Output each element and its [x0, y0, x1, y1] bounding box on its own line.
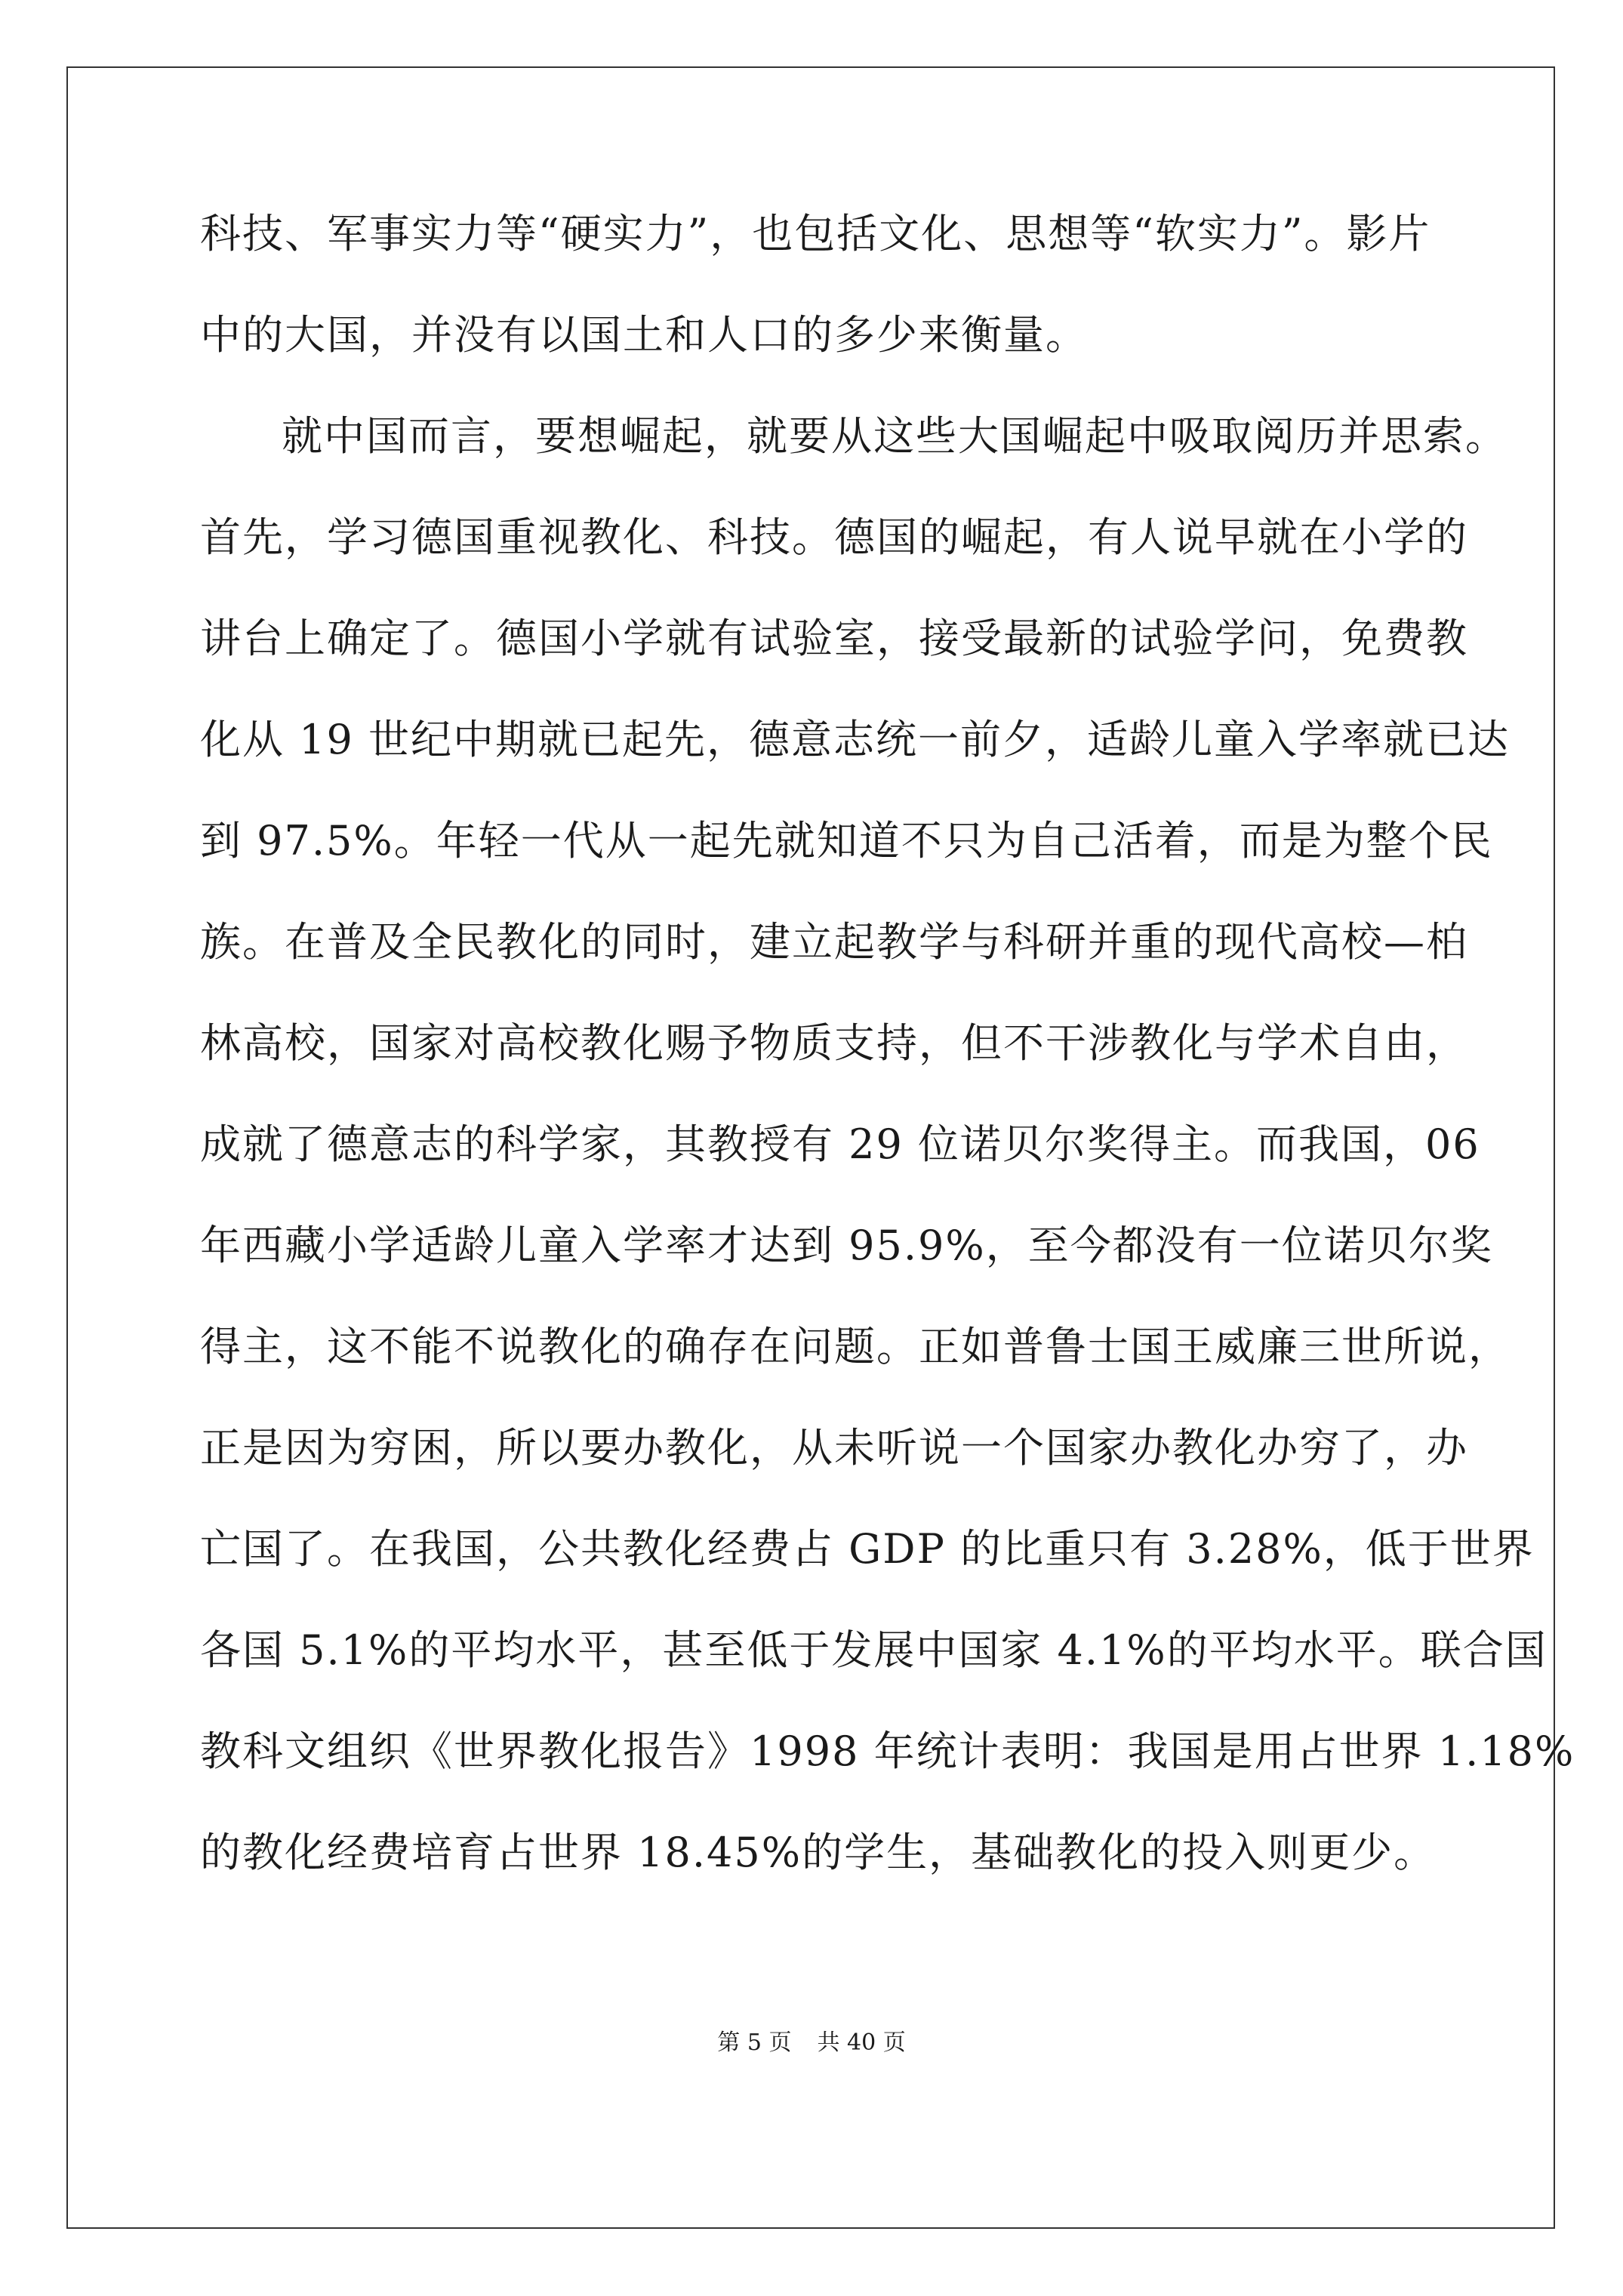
text-line: 到 97.5%。年轻一代从一起先就知道不只为自己活着，而是为整个民: [200, 817, 1493, 864]
page-number: 第 5 页: [717, 2029, 792, 2056]
text-line: 科技、军事实力等“硬实力”，也包括文化、思想等“软实力”。影片: [200, 210, 1431, 257]
text-line: 族。在普及全民教化的同时，建立起教学与科研并重的现代高校—柏: [200, 918, 1468, 966]
text-line: 林高校，国家对高校教化赐予物质支持，但不干涉教化与学术自由，: [200, 1019, 1468, 1067]
page-footer: [0, 2029, 1623, 2057]
total-pages: 共 40 页: [817, 2029, 906, 2056]
text-line: 年西藏小学适龄儿童入学率才达到 95.9%，至今都没有一位诺贝尔奖: [200, 1222, 1493, 1269]
text-line: 化从 19 世纪中期就已起先，德意志统一前夕，适龄儿童入学率就已达: [200, 716, 1511, 763]
text-line: 教科文组织《世界教化报告》1998 年统计表明：我国是用占世界 1.18%: [200, 1727, 1575, 1775]
text-line: 各国 5.1%的平均水平，甚至低于发展中国家 4.1%的平均水平。联合国: [200, 1626, 1548, 1674]
text-line: 讲台上确定了。德国小学就有试验室，接受最新的试验学问，免费教: [200, 615, 1468, 662]
paragraph-start-line: 就中国而言，要想崛起，就要从这些大国崛起中吸取阅历并思索。: [282, 412, 1508, 460]
text-line: 正是因为穷困，所以要办教化，从未听说一个国家办教化办穷了，办: [200, 1424, 1468, 1472]
text-line: 亡国了。在我国，公共教化经费占 GDP 的比重只有 3.28%，低于世界: [200, 1525, 1535, 1573]
text-line: 成就了德意志的科学家，其教授有 29 位诺贝尔奖得主。而我国，06: [200, 1120, 1480, 1168]
text-line: 首先，学习德国重视教化、科技。德国的崛起，有人说早就在小学的: [200, 513, 1468, 561]
document-body: [200, 210, 1575, 1931]
text-line: 中的大国，并没有以国土和人口的多少来衡量。: [200, 311, 1088, 359]
text-line: 得主，这不能不说教化的确存在问题。正如普鲁士国王威廉三世所说，: [200, 1323, 1511, 1370]
text-line: 的教化经费培育占世界 18.45%的学生，基础教化的投入则更少。: [200, 1829, 1437, 1876]
